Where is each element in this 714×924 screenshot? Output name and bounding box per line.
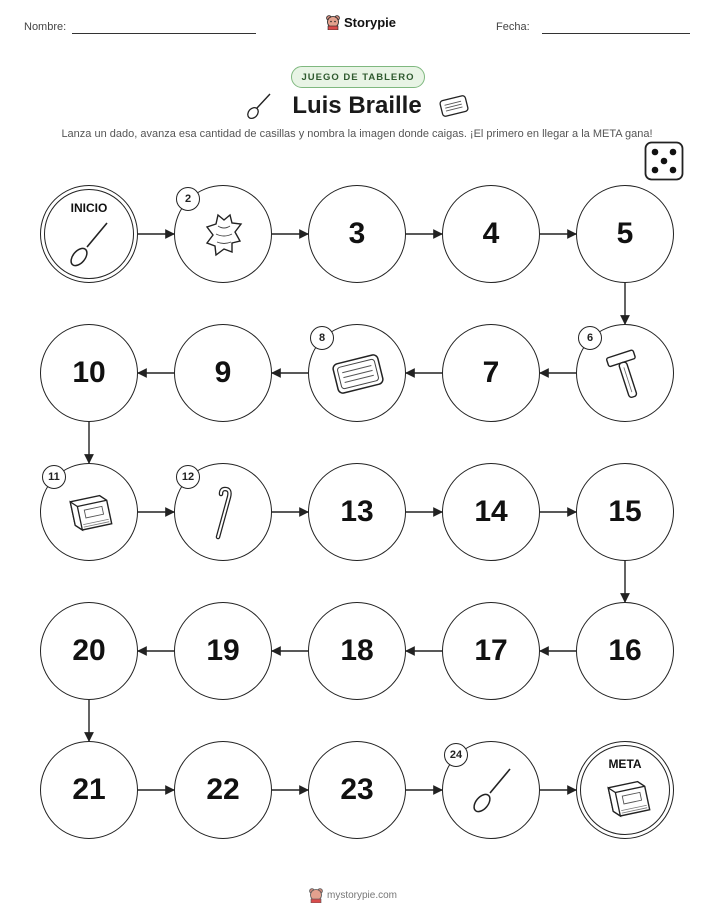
board-picture-cell <box>442 741 540 839</box>
cell-number-tag: 6 <box>578 326 602 350</box>
cell-number: 16 <box>608 634 642 667</box>
board-picture-cell <box>576 324 674 422</box>
cell-number: 21 <box>72 773 106 806</box>
board-start-cell <box>40 185 138 283</box>
braille-slate-icon <box>330 352 386 401</box>
board-number-cell <box>576 185 674 283</box>
awl-icon <box>470 766 514 821</box>
board-number-cell <box>174 602 272 700</box>
cell-number: 5 <box>616 217 634 250</box>
board-picture-cell <box>174 185 272 283</box>
cell-number-tag: 24 <box>444 743 468 767</box>
cell-number: 9 <box>214 356 232 389</box>
name-label: Nombre: <box>24 21 67 33</box>
cell-number: 19 <box>206 634 240 667</box>
board-number-cell <box>308 602 406 700</box>
board-number-cell <box>40 602 138 700</box>
book-icon <box>603 776 653 827</box>
board-number-cell <box>442 324 540 422</box>
board-number-cell <box>308 463 406 561</box>
bear-mascot-icon <box>309 887 323 903</box>
board-number-cell <box>576 463 674 561</box>
cell-number-tag: 2 <box>176 187 200 211</box>
cell-number-tag: 12 <box>176 465 200 489</box>
cane-icon <box>209 485 239 546</box>
date-label: Fecha: <box>496 21 530 33</box>
hammer-icon <box>604 347 648 406</box>
awl-icon <box>67 220 111 275</box>
brand-name: Storypie <box>344 14 397 30</box>
cell-number: 20 <box>72 634 106 667</box>
cell-number: 22 <box>206 773 240 806</box>
board-number-cell <box>40 324 138 422</box>
cell-number: 7 <box>482 356 500 389</box>
cell-number: 3 <box>348 217 366 250</box>
cell-number: 4 <box>482 217 500 250</box>
instructions: Lanza un dado, avanza esa cantidad de casillas y nombra la imagen donde caigas. ¡El primero en llegar a la META gana! <box>61 128 653 140</box>
start-label: INICIO <box>70 201 108 215</box>
board-number-cell <box>174 324 272 422</box>
cell-number: 10 <box>72 356 106 389</box>
cell-number: 13 <box>340 495 374 528</box>
cell-number: 14 <box>474 495 508 528</box>
board-picture-cell <box>174 463 272 561</box>
goal-label: META <box>608 757 642 771</box>
cell-number: 23 <box>340 773 374 806</box>
cell-number: 17 <box>474 634 508 667</box>
cell-number-tag: 8 <box>310 326 334 350</box>
board-number-cell <box>308 185 406 283</box>
board-number-cell <box>442 463 540 561</box>
cell-number: 18 <box>340 634 374 667</box>
cell-number-tag: 11 <box>42 465 66 489</box>
book-icon <box>65 490 115 541</box>
board-picture-cell <box>40 463 138 561</box>
game-type-badge: JUEGO DE TABLERO <box>291 66 425 88</box>
board-goal-cell <box>576 741 674 839</box>
board-number-cell <box>40 741 138 839</box>
board-number-cell <box>308 741 406 839</box>
board-number-cell <box>576 602 674 700</box>
board-number-cell <box>174 741 272 839</box>
page-title: Luis Braille <box>292 92 422 119</box>
leather-hide-icon <box>204 212 244 263</box>
board-number-cell <box>442 185 540 283</box>
board-number-cell <box>442 602 540 700</box>
footer <box>309 887 397 903</box>
footer-url[interactable]: mystorypie.com <box>327 889 398 901</box>
board-picture-cell <box>308 324 406 422</box>
cell-number: 15 <box>608 495 642 528</box>
